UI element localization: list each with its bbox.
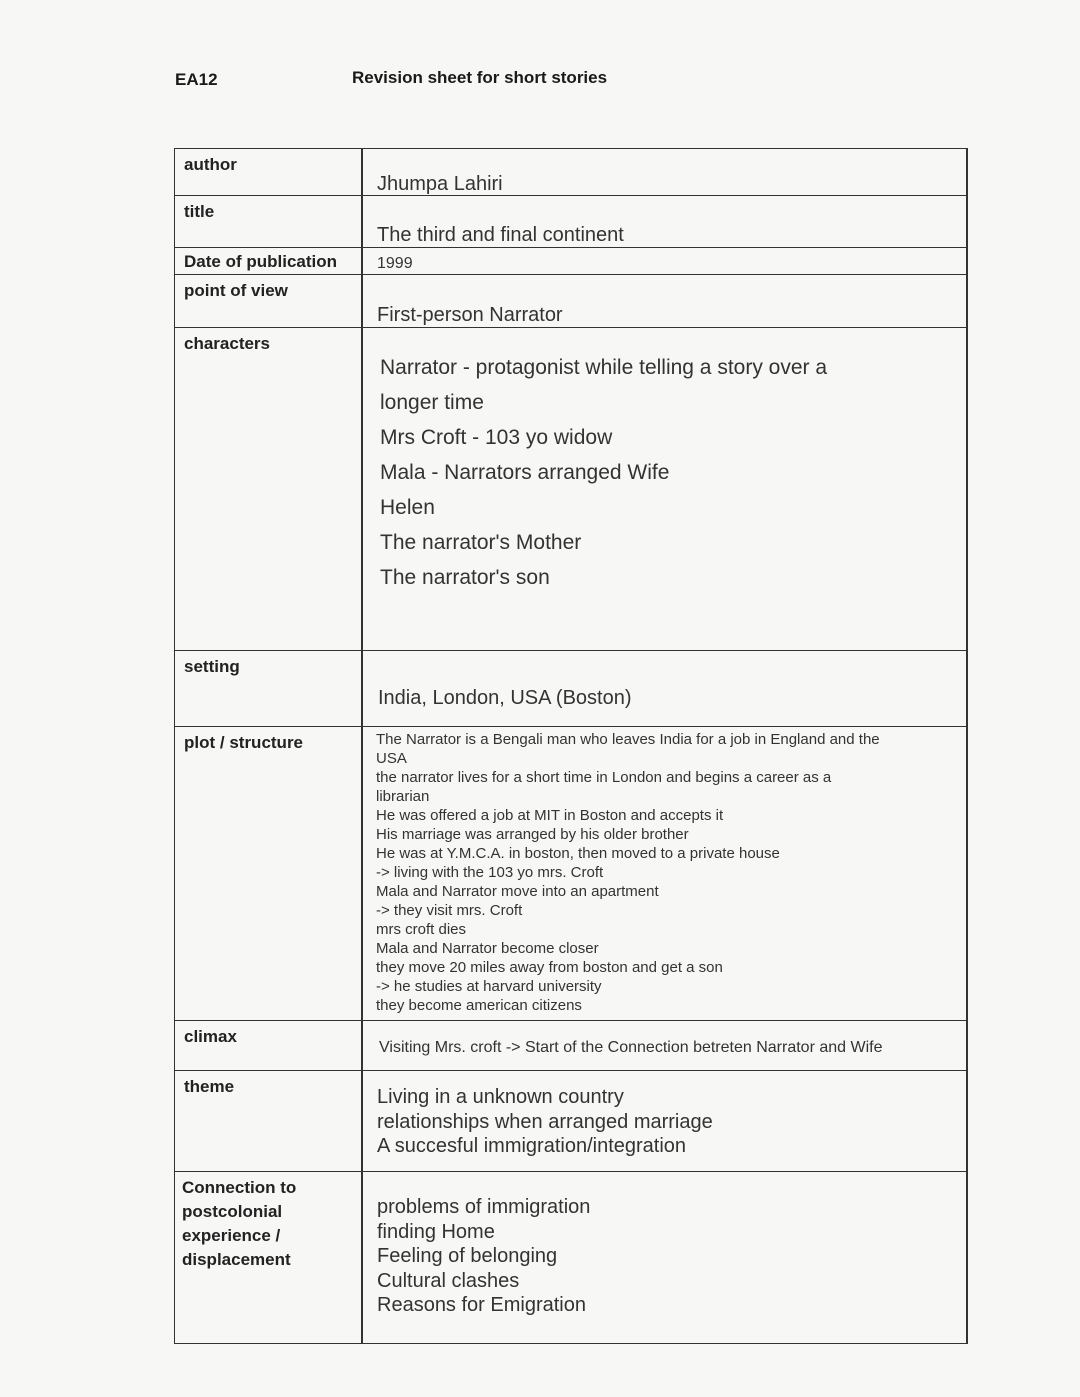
plot-line: Mala and Narrator become closer [376,940,599,957]
row-value: 1999 [377,255,413,272]
row-connection [175,1171,966,1343]
connection-line: Reasons for Emigration [377,1294,586,1317]
label-line: displacement [182,1250,291,1269]
character-line: Mrs Croft - 103 yo widow [380,426,613,449]
row-value [363,1071,966,1171]
plot-line: The Narrator is a Bengali man who leaves India for a job in England and the [376,731,880,748]
theme-line: Living in a unknown country [377,1086,624,1108]
theme-line: relationships when arranged marriage [377,1110,713,1133]
plot-line: librarian [376,788,430,805]
plot-line: mrs croft dies [376,921,467,938]
plot-line: USA [376,750,407,767]
row-theme [175,1070,966,1171]
row-label: Date of publication [175,248,363,274]
theme-line: A succesful immigration/integration [377,1135,687,1158]
character-line: Mala - Narrators arranged Wife [380,461,670,484]
row-value [363,328,966,650]
label-line: Connection to [182,1178,297,1197]
row-label: climax [175,1021,363,1070]
revision-table [174,148,968,1344]
connection-line: Cultural clashes [377,1269,520,1292]
character-line: Narrator - protagonist while telling a story over a [380,356,828,379]
row-label: plot / structure [175,727,363,1020]
plot-line: He was offered a job at MIT in Boston and accepts it [376,807,724,824]
label-line: postcolonial [182,1202,283,1221]
character-line: The narrator's son [380,566,550,589]
row-climax [175,1020,966,1070]
row-setting [175,650,966,726]
row-value: Jhumpa Lahiri [377,173,503,195]
row-label: point of view [175,275,363,327]
row-plot [175,726,966,1020]
row-label: characters [175,328,363,650]
plot-line: -> living with the 103 yo mrs. Croft [376,864,604,881]
plot-line: His marriage was arranged by his older brother [376,826,689,843]
character-line: Helen [380,496,435,519]
course-code: EA12 [175,70,218,89]
connection-line: Feeling of belonging [377,1245,558,1268]
character-line: The narrator's Mother [380,531,582,554]
plot-line: Mala and Narrator move into an apartment [376,883,659,900]
row-author [175,149,966,195]
plot-line: they move 20 miles away from boston and get a son [376,959,723,976]
row-label [175,1172,363,1343]
row-value: Visiting Mrs. croft -> Start of the Connection betreten Narrator and Wife [379,1039,883,1056]
plot-line: He was at Y.M.C.A. in boston, then moved to a private house [376,845,780,862]
row-value [363,727,966,1020]
plot-line: -> he studies at harvard university [376,978,602,995]
row-value: India, London, USA (Boston) [378,687,632,709]
row-value: First-person Narrator [377,304,563,326]
plot-line: they become american citizens [376,997,582,1014]
plot-line: -> they visit mrs. Croft [376,902,523,919]
connection-line: finding Home [377,1220,495,1243]
row-date [175,247,966,274]
row-label: setting [175,651,363,726]
character-line: longer time [380,391,484,414]
page-title: Revision sheet for short stories [352,68,608,87]
row-characters [175,327,966,650]
row-point-of-view [175,274,966,327]
row-label: title [175,196,363,247]
connection-line: problems of immigration [377,1196,591,1218]
row-title [175,195,966,247]
label-line: experience / [182,1226,281,1245]
row-label: theme [175,1071,363,1171]
row-label: author [175,149,363,195]
row-value: The third and final continent [377,224,624,246]
plot-line: the narrator lives for a short time in London and begins a career as a [376,769,832,786]
row-value [363,1172,966,1343]
